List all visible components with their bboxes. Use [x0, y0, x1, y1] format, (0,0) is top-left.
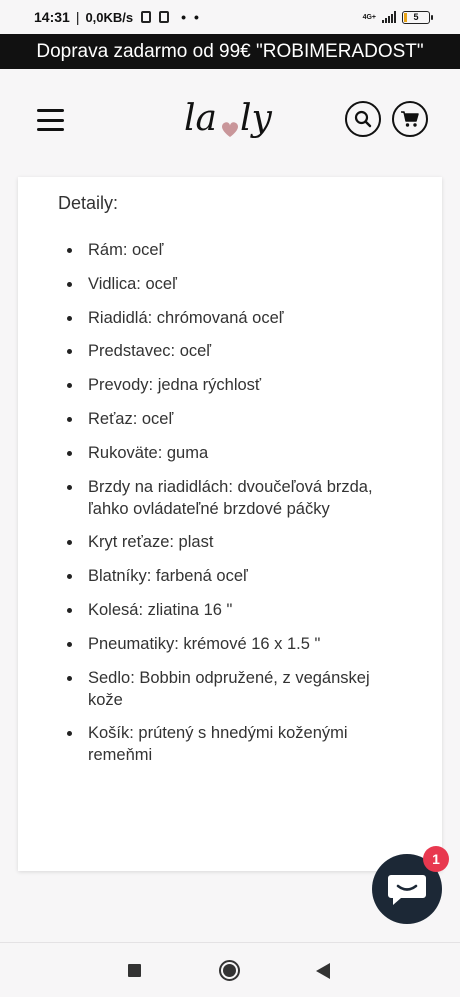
site-header — [0, 69, 460, 175]
list-item: Blatníky: farbená oceľ — [58, 565, 408, 587]
list-item: Kolesá: zliatina 16 " — [58, 599, 408, 621]
status-separator: | — [75, 9, 80, 25]
list-item: Pneumatiky: krémové 16 x 1.5 " — [58, 633, 408, 655]
signal-icon — [382, 11, 396, 23]
status-bar — [0, 0, 460, 34]
network-type: 4G+ — [362, 13, 376, 21]
list-item: Sedlo: Bobbin odpružené, z vegánskej kože — [58, 667, 408, 711]
chat-bubble-icon — [387, 871, 427, 907]
details-title: Detaily: — [58, 193, 119, 213]
home-icon[interactable] — [219, 960, 240, 981]
spec-list — [58, 239, 408, 778]
system-nav-bar — [0, 942, 460, 997]
status-speed: 0,0KB/s — [85, 9, 134, 25]
hamburger-icon[interactable] — [37, 109, 64, 131]
search-icon — [354, 110, 372, 128]
status-right — [363, 11, 430, 24]
chat-badge: 1 — [423, 846, 449, 872]
announcement-text: Doprava zadarmo od 99€ "ROBIMERADOST" — [36, 40, 424, 62]
back-icon[interactable] — [316, 963, 330, 979]
status-dots: • • — [181, 9, 201, 25]
notification-icon — [159, 11, 169, 23]
logo[interactable] — [184, 93, 276, 151]
recents-icon[interactable] — [128, 964, 141, 977]
logo-heart-icon — [222, 122, 238, 137]
cart-icon — [400, 110, 420, 128]
sim-icon — [141, 11, 151, 23]
svg-text:ly: ly — [240, 98, 272, 139]
status-time: 14:31 — [34, 9, 70, 25]
announcement-bar — [0, 34, 460, 69]
list-item: Košík: prútený s hnedými koženými remeňmi — [58, 722, 408, 766]
search-button[interactable] — [345, 101, 381, 137]
list-item: Brzdy na riadidlách: dvoučeľová brzda, ľahko ovládateľné brzdové páčky — [58, 476, 408, 520]
list-item: Rám: oceľ — [58, 239, 408, 261]
logo-text: la — [184, 98, 217, 139]
list-item: Kryt reťaze: plast — [58, 531, 408, 553]
list-item: Riadidlá: chrómovaná oceľ — [58, 307, 408, 329]
list-item: Prevody: jedna rýchlosť — [58, 374, 408, 396]
list-item: Predstavec: oceľ — [58, 340, 408, 362]
battery-icon — [402, 11, 430, 24]
status-left — [34, 9, 201, 25]
list-item: Rukoväte: guma — [58, 442, 408, 464]
cart-button[interactable] — [392, 101, 428, 137]
list-item: Reťaz: oceľ — [58, 408, 408, 430]
list-item: Vidlica: oceľ — [58, 273, 408, 295]
battery-level: 5 — [413, 12, 419, 22]
details-card — [18, 177, 442, 871]
